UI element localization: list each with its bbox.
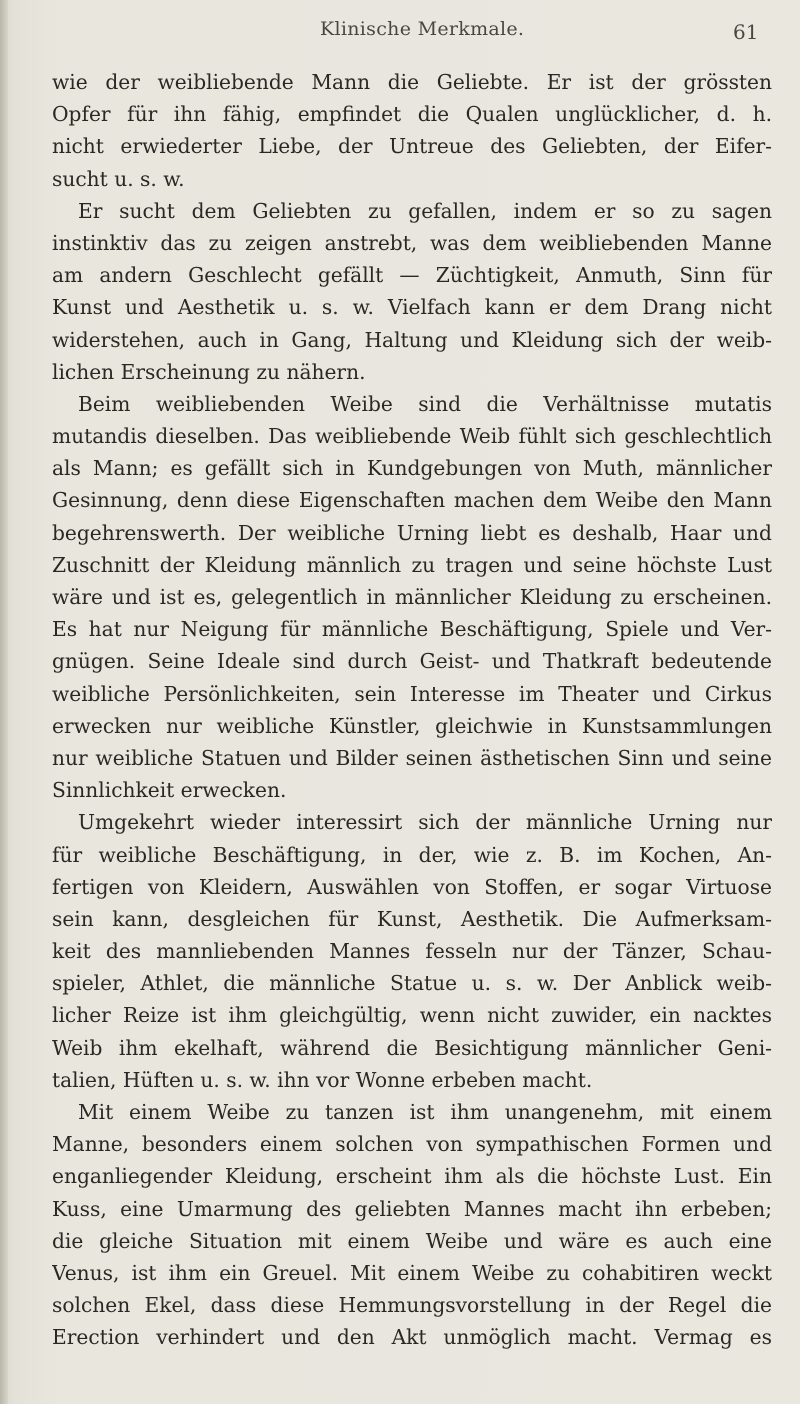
- text-line: enganliegender Kleidung, erscheint ihm als die höchste Lust. Ein: [52, 1164, 772, 1189]
- text-line: wie der weibliebende Mann die Geliebte. Er ist der grössten: [52, 70, 772, 94]
- text-line: Manne, besonders einem solchen von sympathischen Formen und: [52, 1132, 772, 1157]
- page-header: [0, 18, 800, 48]
- text-line: mutandis dieselben. Das weibliebende Weib fühlt sich geschlechtlich: [52, 424, 772, 449]
- text-line: nicht erwiederter Liebe, der Untreue des Geliebten, der Eifer-: [52, 134, 772, 159]
- text-line: erwecken nur weibliche Künstler, gleichwie in Kunstsammlungen: [52, 713, 772, 738]
- text-line: Mit einem Weibe zu tanzen ist ihm unangenehm, mit einem: [78, 1100, 772, 1124]
- text-line: gnügen. Seine Ideale sind durch Geist- und Thatkraft bedeutende: [52, 649, 772, 674]
- text-line: sucht u. s. w.: [52, 166, 185, 191]
- text-line: Beim weibliebenden Weibe sind die Verhältnisse mutatis: [78, 391, 772, 416]
- text-line: Venus, ist ihm ein Greuel. Mit einem Weibe zu cohabitiren weckt: [52, 1260, 772, 1285]
- text-line: Sinnlichkeit erwecken.: [52, 778, 287, 803]
- text-line: als Mann; es gefällt sich in Kundgebungen von Muth, männlicher: [52, 456, 772, 481]
- text-line: keit des mannliebenden Mannes fesseln nur der Tänzer, Schau-: [52, 939, 772, 964]
- text-line: Erection verhindert und den Akt unmöglich macht. Vermag es: [52, 1325, 772, 1350]
- text-line: für weibliche Beschäftigung, in der, wie z. B. im Kochen, An-: [52, 842, 772, 867]
- text-line: fertigen von Kleidern, Auswählen von Stoffen, er sogar Virtuose: [52, 874, 772, 899]
- text-line: Weib ihm ekelhaft, während die Besichtigung männlicher Geni-: [52, 1035, 772, 1060]
- text-line: lichen Erscheinung zu nähern.: [52, 359, 366, 384]
- binding-edge: [0, 0, 8, 1404]
- text-line: Opfer für ihn fähig, empfindet die Qualen unglücklicher, d. h.: [52, 102, 772, 127]
- text-line: Zuschnitt der Kleidung männlich zu tragen und seine höchste Lust: [52, 552, 772, 577]
- text-line: Kunst und Aesthetik u. s. w. Vielfach kann er dem Drang nicht: [52, 295, 772, 320]
- text-line: talien, Hüften u. s. w. ihn vor Wonne erbeben macht.: [52, 1067, 593, 1092]
- text-line: spieler, Athlet, die männliche Statue u. s. w. Der Anblick weib-: [52, 971, 772, 996]
- text-line: Gesinnung, denn diese Eigenschaften machen dem Weibe den Mann: [52, 488, 772, 513]
- body-text: [52, 66, 772, 1354]
- text-line: am andern Geschlecht gefällt — Züchtigkeit, Anmuth, Sinn für: [52, 263, 772, 288]
- text-line: begehrenswerth. Der weibliche Urning liebt es deshalb, Haar und: [52, 520, 772, 545]
- page-number: 61: [733, 20, 759, 44]
- text-line: weibliche Persönlichkeiten, sein Interesse im Theater und Cirkus: [52, 681, 772, 706]
- text-line: instinktiv das zu zeigen anstrebt, was dem weibliebenden Manne: [52, 230, 772, 255]
- text-line: Er sucht dem Geliebten zu gefallen, indem er so zu sagen: [78, 198, 772, 223]
- text-line: solchen Ekel, dass diese Hemmungsvorstellung in der Regel die: [52, 1293, 772, 1318]
- text-line: wäre und ist es, gelegentlich in männlicher Kleidung zu erscheinen.: [52, 585, 772, 609]
- text-line: die gleiche Situation mit einem Weibe und wäre es auch eine: [52, 1228, 772, 1253]
- text-line: sein kann, desgleichen für Kunst, Aesthetik. Die Aufmerksam-: [52, 906, 772, 931]
- text-line: licher Reize ist ihm gleichgültig, wenn nicht zuwider, ein nacktes: [52, 1003, 772, 1028]
- text-line: Kuss, eine Umarmung des geliebten Mannes macht ihn erbeben;: [52, 1196, 772, 1221]
- text-line: Es hat nur Neigung für männliche Beschäftigung, Spiele und Ver-: [52, 617, 772, 642]
- text-line: Umgekehrt wieder interessirt sich der männliche Urning nur: [78, 810, 772, 835]
- text-line: widerstehen, auch in Gang, Haltung und Kleidung sich der weib-: [52, 327, 772, 352]
- text-line: nur weibliche Statuen und Bilder seinen ästhetischen Sinn und seine: [52, 745, 772, 770]
- running-title: Klinische Merkmale.: [320, 18, 525, 40]
